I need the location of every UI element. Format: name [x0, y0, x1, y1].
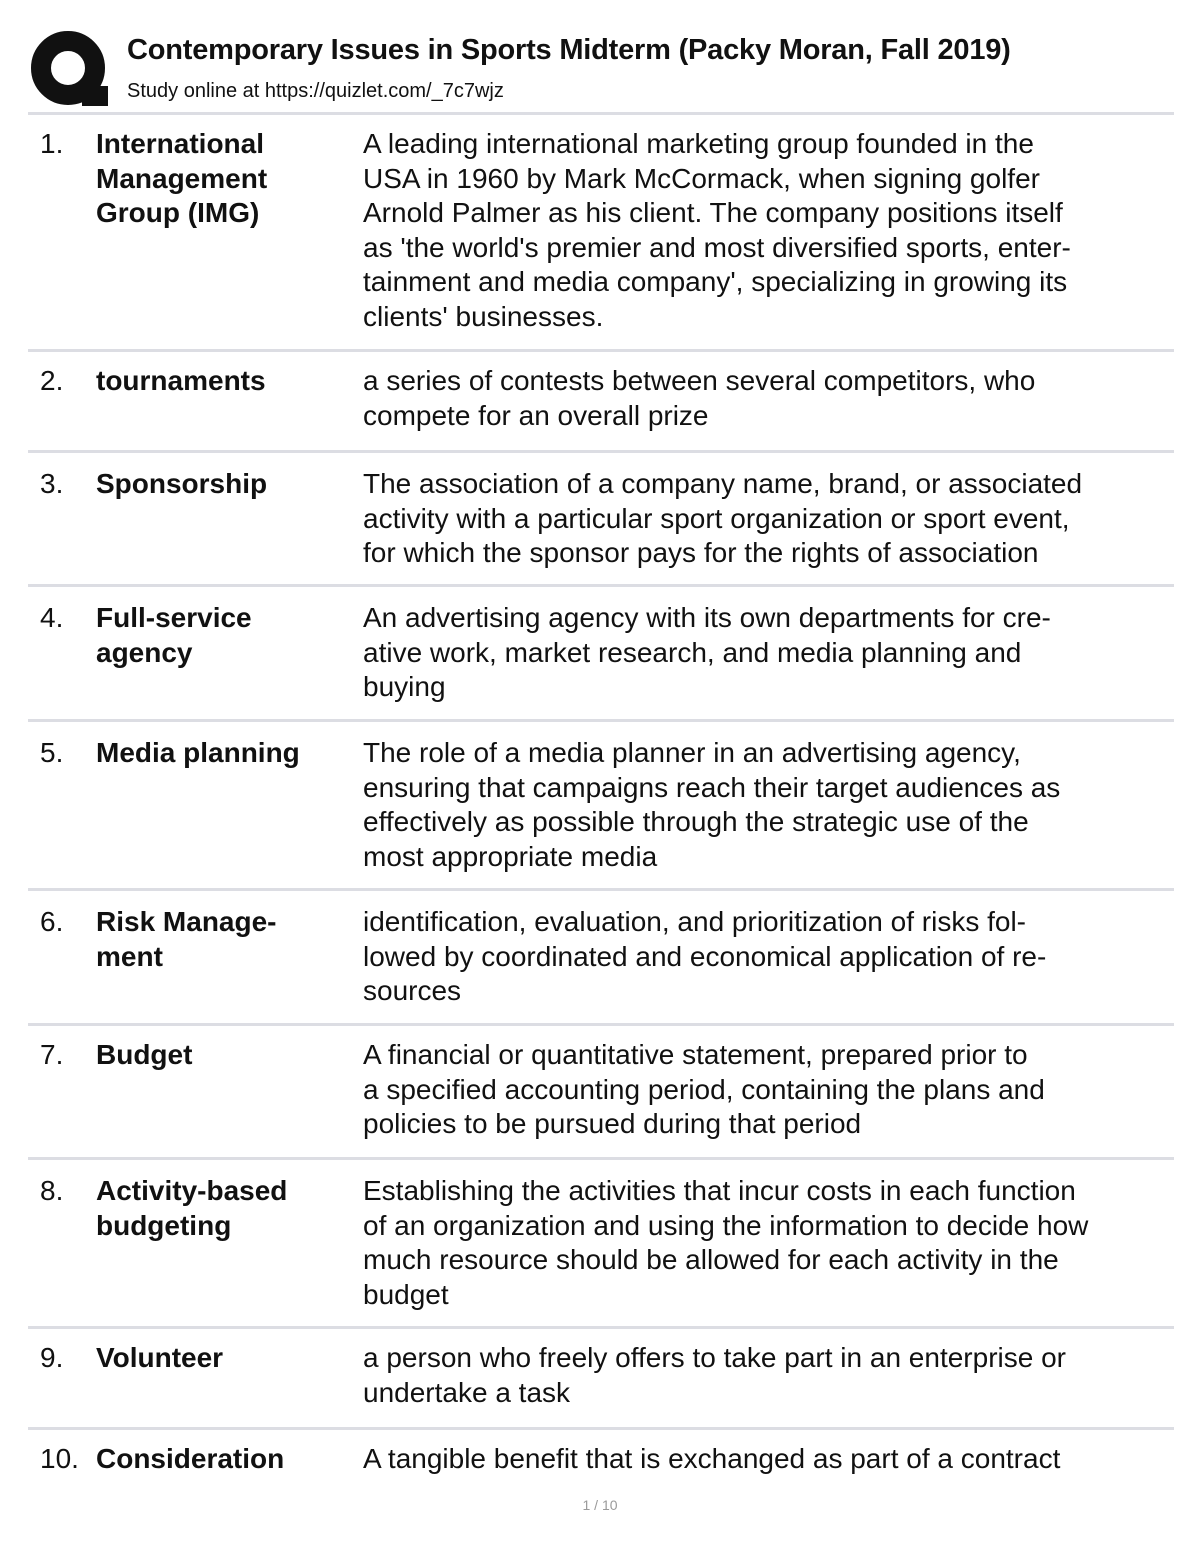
term-line: tournaments — [96, 365, 266, 396]
card-number: 9. — [40, 1342, 64, 1373]
card-definition — [363, 364, 1174, 450]
term-line: International — [96, 128, 265, 159]
definition-line: USA in 1960 by Mark McCormack, when signing golfer — [363, 162, 1040, 194]
card-definition — [363, 467, 1174, 584]
card-definition — [363, 601, 1174, 719]
definition-line: An advertising agency with its own departments for cre- — [363, 602, 1051, 633]
definition-line: of an organization and using the information to decide how — [363, 1209, 1089, 1241]
definition-line: Arnold Palmer as his client. The company positions itself — [363, 197, 1063, 228]
definition-line: lowed by coordinated and economical application of re- — [363, 940, 1047, 972]
card-term — [96, 364, 363, 450]
study-online-link-text: Study online at https://quizlet.com/_7c7wjz — [127, 80, 504, 102]
quizlet-q-logo-icon — [30, 30, 110, 110]
card-term — [96, 1174, 363, 1326]
card-definition — [363, 736, 1174, 888]
term-line: agency — [96, 636, 193, 668]
definition-line: identification, evaluation, and prioritization of risks fol- — [363, 906, 1027, 937]
card-term — [96, 1341, 363, 1427]
term-line: Sponsorship — [96, 468, 268, 499]
definition-line: sources — [363, 975, 462, 1006]
card-number: 3. — [40, 468, 64, 499]
definition-line: undertake a task — [363, 1376, 571, 1408]
flashcard-row — [28, 1160, 1174, 1329]
card-number: 8. — [40, 1175, 64, 1206]
definition-line: a person who freely offers to take part in an enterprise or — [363, 1342, 1066, 1373]
card-term — [96, 1038, 363, 1157]
definition-line: activity with a particular sport organization or sport event, — [363, 502, 1070, 534]
definition-line: The association of a company name, brand, or associated — [363, 468, 1083, 499]
definition-line: as 'the world's premier and most diversified sports, enter- — [363, 231, 1071, 263]
definition-line: Establishing the activities that incur costs in each function — [363, 1175, 1076, 1206]
definition-line: The role of a media planner in an advertising agency, — [363, 737, 1021, 768]
card-definition — [363, 1038, 1174, 1157]
document-title: Contemporary Issues in Sports Midterm (Packy Moran, Fall 2019) — [127, 34, 1011, 66]
card-term — [96, 601, 363, 719]
card-definition — [363, 1174, 1174, 1326]
flashcard-row — [28, 1329, 1174, 1430]
term-line: Media planning — [96, 737, 300, 768]
flashcard-row — [28, 115, 1174, 352]
definition-line: most appropriate media — [363, 840, 658, 872]
definition-line: tainment and media company', specializing in growing its — [363, 266, 1068, 297]
card-term — [96, 467, 363, 584]
term-line: Risk Manage- — [96, 906, 277, 937]
definition-line: for which the sponsor pays for the rights of association — [363, 537, 1039, 568]
flashcard-row — [28, 352, 1174, 453]
flashcard-row — [28, 453, 1174, 587]
term-line: Consideration — [96, 1443, 285, 1474]
term-line: Full-service — [96, 602, 252, 633]
flashcard-row — [28, 587, 1174, 722]
term-line: Activity-based — [96, 1175, 288, 1206]
definition-line: A financial or quantitative statement, prepared prior to — [363, 1039, 1028, 1070]
definition-line: budget — [363, 1278, 449, 1310]
card-number: 5. — [40, 737, 64, 768]
term-line: Volunteer — [96, 1342, 224, 1373]
term-line: Group (IMG) — [96, 197, 260, 228]
definition-line: ative work, market research, and media planning and — [363, 636, 1022, 668]
card-term — [96, 905, 363, 1023]
card-definition — [363, 905, 1174, 1023]
card-number: 1. — [40, 128, 64, 159]
term-line: ment — [96, 940, 163, 972]
definition-line: A tangible benefit that is exchanged as part of a contract — [363, 1443, 1061, 1474]
card-definition — [363, 1341, 1174, 1427]
card-term — [96, 736, 363, 888]
flashcard-row — [28, 722, 1174, 891]
term-line: Budget — [96, 1039, 193, 1070]
card-number: 7. — [40, 1039, 64, 1070]
term-line: budgeting — [96, 1209, 232, 1241]
term-line: Management — [96, 162, 268, 194]
card-definition — [363, 127, 1174, 349]
definition-line: much resource should be allowed for each activity in the — [363, 1244, 1059, 1275]
flashcard-row — [28, 891, 1174, 1026]
definition-line: ensuring that campaigns reach their target audiences as — [363, 771, 1061, 803]
card-number: 2. — [40, 365, 64, 396]
definition-line: A leading international marketing group founded in the — [363, 128, 1034, 159]
definition-line: policies to be pursued during that period — [363, 1108, 862, 1139]
card-number: 6. — [40, 906, 64, 937]
card-number: 10. — [40, 1443, 79, 1474]
definition-line: a series of contests between several competitors, who — [363, 365, 1036, 396]
definition-line: clients' businesses. — [363, 300, 604, 332]
page-number: 1 / 10 — [582, 1497, 618, 1513]
definition-line: buying — [363, 671, 446, 702]
flashcard-row — [28, 1026, 1174, 1160]
definition-line: a specified accounting period, containing the plans and — [363, 1073, 1045, 1105]
flashcard-list — [28, 115, 1174, 1510]
document-header — [28, 28, 1174, 112]
definition-line: effectively as possible through the strategic use of the — [363, 806, 1029, 837]
card-term — [96, 127, 363, 349]
definition-line: compete for an overall prize — [363, 399, 709, 431]
card-number: 4. — [40, 602, 64, 633]
